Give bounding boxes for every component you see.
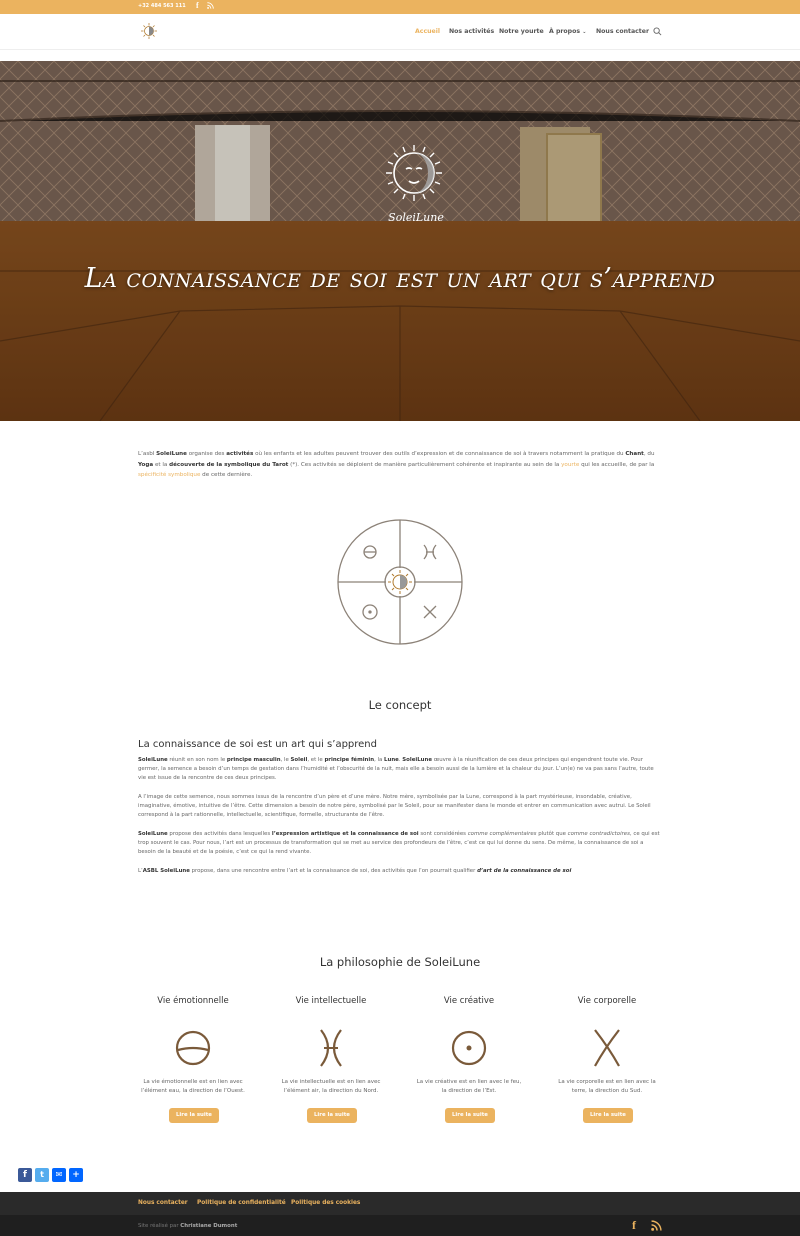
hero-banner	[0, 61, 800, 421]
read-more-button-creative[interactable]: Lire la suite	[445, 1108, 495, 1123]
concept-p1-t2: , le	[280, 757, 291, 763]
concept-p4-bi1: d’art de la connaissance de soi	[477, 868, 572, 874]
intro-text-5: et la	[153, 461, 170, 468]
intro-text-7: qui les accueille, de par la	[579, 461, 655, 468]
concept-p3-t4: , ce qui est trop souvent le cas. Pour nous, l’art est un processus de transformation qui se met au service des profondeurs de l’être, c’est ce qui lui donne du sens. De même, la connaissance de soi a besoin de la beauté et de la poésie, c’est ce qui la rend vivante.	[138, 831, 660, 856]
pillar-text: La vie émotionnelle est en lien avec l’élément eau, la direction de l’Ouest.	[141, 1079, 245, 1094]
concept-p3-i2: comme contradictoires	[567, 831, 630, 837]
air-symbol-icon[interactable]	[311, 1026, 351, 1070]
concept-p4-b1: ASBL SoleiLune	[142, 868, 190, 874]
sun-moon-logo[interactable]	[139, 21, 159, 41]
search-icon[interactable]	[653, 27, 662, 36]
pillar-text: La vie intellectuelle est en lien avec l’élément air, la direction du Nord.	[281, 1079, 381, 1094]
read-more-button-corporelle[interactable]: Lire la suite	[583, 1108, 633, 1123]
intro-text	[138, 449, 662, 481]
concept-p1-b2: principe masculin	[226, 757, 281, 763]
yurt-interior-image	[0, 61, 800, 421]
concept-p4-t1: L’	[138, 868, 143, 874]
philosophy-heading: La philosophie de SoleiLune	[319, 955, 481, 969]
concept-p4-t2: propose, dans une rencontre entre l’art et la connaissance de soi, des activités que l’on pourrait qualifier	[189, 868, 478, 874]
more-share-icon[interactable]: +	[69, 1168, 83, 1182]
credits-text	[138, 1223, 237, 1229]
concept-paragraph-4	[138, 867, 662, 876]
concept-p1-b5: Lune	[384, 757, 399, 763]
facebook-icon[interactable]: f	[196, 1, 199, 10]
concept-p1-b1: SoleiLune	[138, 757, 168, 763]
nav-item-a-propos-label: À propos	[549, 28, 581, 35]
intro-text-6: (*). Ces activités se déploient de manière particulièrement cohérente et inspirante au sein de la	[288, 461, 562, 468]
nav-item-contact[interactable]: Nous contacter	[596, 28, 650, 35]
concept-p3-t1: propose des activités dans lesquelles	[167, 831, 272, 837]
intro-text-1: L’asbl	[138, 451, 157, 457]
footer-facebook-icon[interactable]: f	[632, 1218, 636, 1232]
footer-rss-icon[interactable]	[651, 1220, 662, 1231]
pillar-title: Vie corporelle	[577, 996, 637, 1006]
nav-item-accueil[interactable]: Accueil	[415, 28, 440, 35]
nav-item-a-propos[interactable]	[549, 28, 586, 35]
pillar-title: Vie émotionnelle	[157, 996, 229, 1006]
intro-bold-4: Yoga	[138, 461, 154, 468]
yourte-link[interactable]: yourte	[561, 461, 580, 468]
footer-nav	[0, 1192, 800, 1215]
hero-title: La connaissance de soi est un art qui s’apprend	[84, 263, 716, 294]
intro-bold-5: découverte de la symbolique du Tarot	[169, 461, 289, 468]
hero-logo-text: SoleiLune	[388, 211, 444, 224]
pillar-intellectuelle	[276, 996, 386, 1118]
concept-p3-t2: sont considérées	[418, 831, 468, 837]
concept-p1-t5: .	[398, 757, 403, 763]
pillar-emotionnelle	[138, 996, 248, 1118]
footer-bottom	[0, 1215, 800, 1236]
concept-p1-b6: SoleiLune	[402, 757, 432, 763]
top-bar	[0, 0, 800, 14]
phone-number[interactable]: +32 484 563 111	[138, 3, 186, 9]
concept-p3-t3: plutôt que	[536, 831, 568, 837]
concept-p1-t1: réunit en son nom le	[167, 757, 227, 763]
intro-bold-2: activités	[226, 451, 254, 457]
nav-item-yourte[interactable]: Notre yourte	[499, 28, 544, 35]
email-share-icon[interactable]: ✉	[52, 1168, 66, 1182]
intro-text-8: de cette dernière.	[200, 472, 253, 478]
pillar-title: Vie créative	[443, 996, 495, 1006]
footer-link-contact[interactable]: Nous contacter	[138, 1200, 188, 1206]
intro-bold-1: SoleiLune	[156, 451, 187, 457]
concept-paragraph-1	[138, 756, 662, 784]
earth-symbol-icon[interactable]	[587, 1026, 627, 1070]
facebook-share-icon[interactable]: f	[18, 1168, 32, 1182]
rss-icon[interactable]	[207, 2, 214, 9]
pillar-text: La vie corporelle est en lien avec la terre, la direction du Sud.	[558, 1079, 656, 1094]
elements-wheel-image	[336, 518, 464, 646]
concept-p3-i1: comme complémentaires	[467, 831, 537, 837]
fire-symbol-icon[interactable]	[449, 1026, 489, 1070]
twitter-share-icon[interactable]: t	[35, 1168, 49, 1182]
intro-text-2: organise des	[186, 451, 227, 457]
concept-p3-b2: l’expression artistique et la connaissance de soi	[271, 831, 419, 837]
water-symbol-icon[interactable]	[173, 1026, 213, 1070]
concept-p1-b4: principe féminin	[324, 757, 375, 763]
concept-p1-t6: œuvre à la réunification de ces deux principes qui engendrent toute vie. Pour germer, la semence a besoin d’un temps de gestation dans l’humidité et l’obscurité de la nuit, mais elle a besoin aussi de la lumière et la chaleur du jour. L’un(e) ne va pas sans l’autre, toute vie est issue de la rencontre de ces deux principes.	[138, 757, 654, 782]
concept-paragraph-3	[138, 830, 662, 858]
pillar-title: Vie intellectuelle	[295, 996, 367, 1006]
concept-subtitle: La connaissance de soi est un art qui s’apprend	[138, 739, 377, 750]
pillar-creative	[414, 996, 524, 1118]
footer-link-cookies[interactable]: Politique des cookies	[291, 1200, 361, 1206]
intro-text-3: où les enfants et les adultes peuvent trouver des outils d’expression et de connaissance de soi à travers notamment la pratique du	[253, 451, 626, 457]
pillar-corporelle	[552, 996, 662, 1118]
intro-bold-3: Chant	[625, 451, 644, 457]
intro-text-4: , du	[643, 451, 655, 457]
nav-item-activites[interactable]: Nos activités	[449, 28, 495, 35]
credits-name: Christiane Dumont	[180, 1223, 238, 1229]
read-more-button-intellectuelle[interactable]: Lire la suite	[307, 1108, 357, 1123]
specificite-link[interactable]: spécificité symbolique	[138, 472, 201, 478]
concept-p1-b3: Soleil	[290, 757, 308, 763]
read-more-button-emotionnelle[interactable]: Lire la suite	[169, 1108, 219, 1123]
concept-heading: Le concept	[368, 698, 432, 712]
footer-link-privacy[interactable]: Politique de confidentialité	[197, 1200, 286, 1206]
site-header	[0, 14, 800, 50]
credits-prefix: Site réalisé par	[138, 1223, 181, 1229]
concept-p1-t4: , la	[374, 757, 385, 763]
concept-p3-b1: SoleiLune	[138, 831, 168, 837]
chevron-down-icon: ⌄	[582, 29, 587, 35]
concept-p1-t3: , et le	[307, 757, 325, 763]
pillar-text: La vie créative est en lien avec le feu, la direction de l’Est.	[416, 1079, 522, 1094]
concept-paragraph-2: A l’image de cette semence, nous sommes issus de la rencontre d’un père et d’une mère. Notre mère, symbolisée par la Lune, correspond à la part mystérieuse, insondable, créative, imaginative, émotive, intuitive de l’être. Cette dimension a besoin de notre père, symbolisé par le Soleil, pour se manifester dans le monde et entrer en communication avec autrui. Le Soleil correspond à la part rationnelle, intellectuelle, scientifique, formelle, structurante de l’être.	[138, 794, 651, 819]
